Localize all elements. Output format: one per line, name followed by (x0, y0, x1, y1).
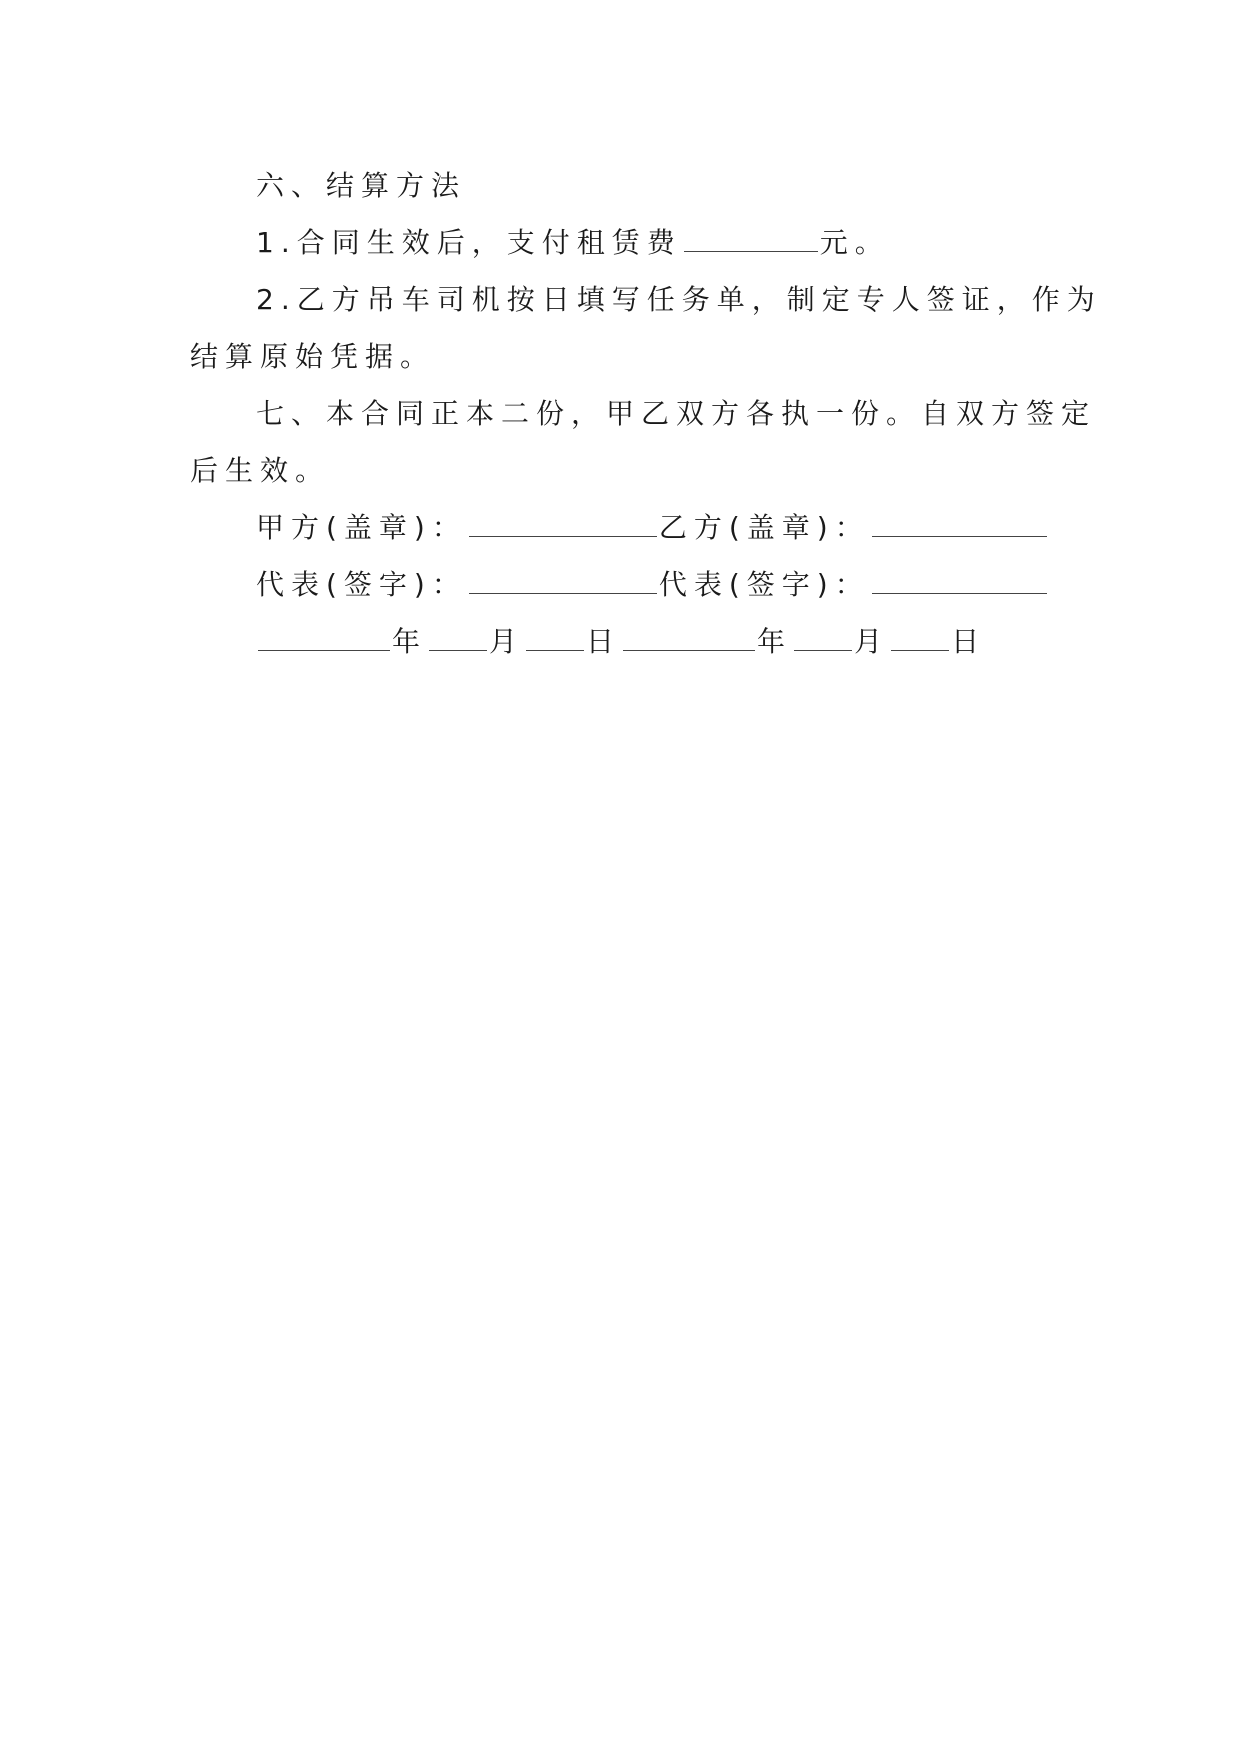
party-b-day-blank[interactable] (891, 622, 949, 651)
month-label: 月 (489, 625, 525, 658)
section6-item1 (256, 223, 1116, 263)
party-a-seal-blank[interactable] (469, 508, 657, 537)
seal-row (256, 508, 1116, 548)
party-a-rep-label: 代表(签字)： (256, 568, 467, 601)
date-row (256, 622, 1116, 662)
section6-item2-line2: 结算原始凭据。 (190, 340, 436, 373)
item1-suffix: 元。 (819, 226, 890, 259)
party-b-seal-label: 乙方(盖章)： (658, 511, 870, 544)
party-a-month-blank[interactable] (429, 622, 487, 651)
section6-heading: 六、结算方法 (256, 169, 467, 202)
day-label: 日 (951, 625, 987, 658)
party-a-rep-blank[interactable] (469, 565, 657, 594)
representative-row (256, 565, 1116, 605)
party-a-day-blank[interactable] (526, 622, 584, 651)
year-label: 年 (757, 625, 793, 658)
party-b-seal-blank[interactable] (872, 508, 1047, 537)
party-b-rep-blank[interactable] (872, 565, 1047, 594)
rent-amount-blank[interactable] (684, 223, 818, 252)
year-label: 年 (392, 625, 428, 658)
section6-item2-line1: 2.乙方吊车司机按日填写任务单，制定专人签证，作为 (256, 283, 1102, 316)
section7-line1: 七、本合同正本二份，甲乙双方各执一份。自双方签定 (256, 397, 1097, 430)
party-a-year-blank[interactable] (258, 622, 390, 651)
month-label: 月 (854, 625, 890, 658)
item1-text: 1.合同生效后，支付租赁费 (256, 226, 682, 259)
party-b-year-blank[interactable] (623, 622, 755, 651)
section7-line2: 后生效。 (190, 454, 331, 487)
day-label: 日 (586, 625, 622, 658)
party-b-rep-label: 代表(签字)： (658, 568, 870, 601)
party-a-seal-label: 甲方(盖章)： (256, 511, 467, 544)
party-b-month-blank[interactable] (794, 622, 852, 651)
